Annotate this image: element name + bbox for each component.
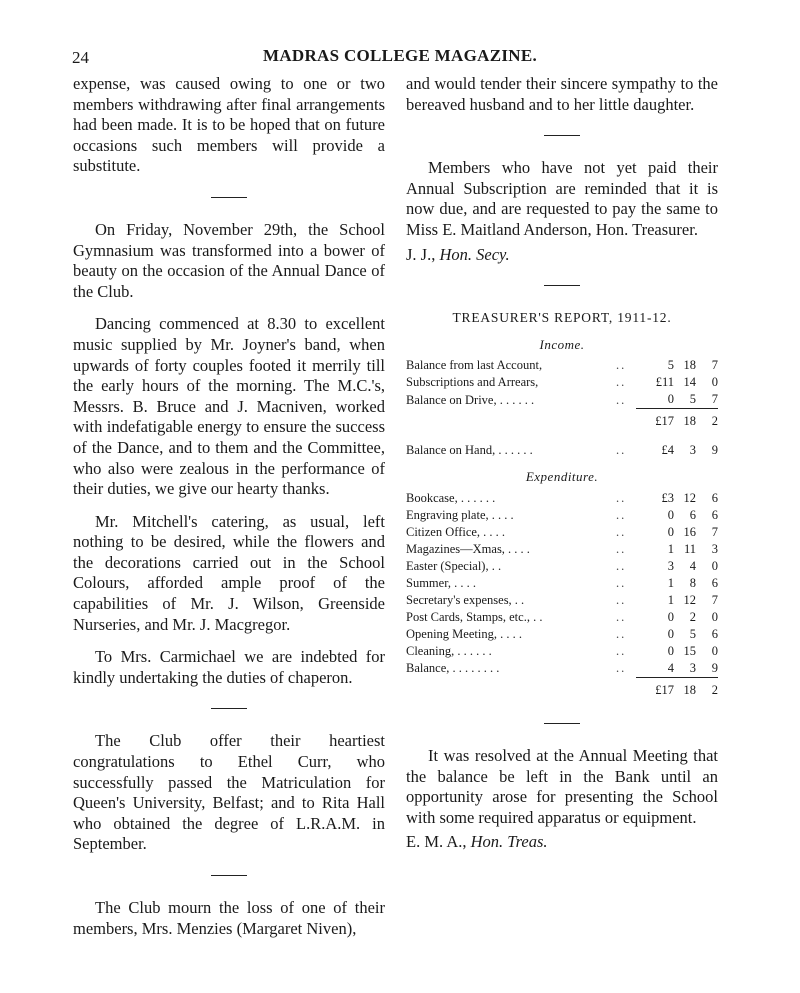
row-pence: 6 <box>711 626 718 641</box>
divider <box>211 875 247 876</box>
right-column <box>406 74 718 853</box>
signature-initials: E. M. A., <box>406 832 467 852</box>
paragraph-subscription: Members who have not yet paid their Annual Subscription are reminded that it is now due, and are requested to pay the same to Miss E. Maitland Anderson, Hon. Treasurer. <box>406 158 718 239</box>
row-pence: 0 <box>711 643 718 658</box>
signature-secretary <box>406 245 718 266</box>
report-title: TREASURER'S REPORT, 1911-12. <box>452 310 672 326</box>
row-dots: .. <box>616 661 627 676</box>
row-label: Summer, . . . . <box>406 575 476 590</box>
row-pence: 0 <box>711 558 718 573</box>
row-label: Subscriptions and Arrears, <box>406 375 539 390</box>
magazine-title: MADRAS COLLEGE MAGAZINE. <box>262 46 538 65</box>
account-row <box>406 391 718 409</box>
account-row <box>406 524 718 541</box>
account-row <box>406 558 718 575</box>
row-shillings: 5 <box>689 626 696 641</box>
expenditure-table <box>406 490 718 699</box>
balance-on-hand-row <box>406 442 718 459</box>
row-pounds: 1 <box>667 592 674 607</box>
row-label: Cleaning, . . . . . . <box>406 643 492 658</box>
account-row <box>406 660 718 678</box>
row-dots: .. <box>616 643 627 658</box>
row-pounds: 0 <box>667 507 674 522</box>
row-dots: .. <box>616 392 627 407</box>
paragraph-dancing: Dancing commenced at 8.30 to excellent music supplied by Mr. Joyner's band, when upwards of forty couples footed it merrily till the early hours of the morning. The M.C.'s, Messrs. B. Bruce and J. Macniven, worked with indefatigable energy to ensure the success of the Dance, and to them and the Committee, who also were zealous in the performance of their duties, we give our hearty thanks. <box>73 314 385 499</box>
signature-treasurer <box>406 832 718 853</box>
row-pounds: 0 <box>667 643 674 658</box>
row-dots: .. <box>616 507 627 522</box>
income-table <box>406 357 718 459</box>
row-pounds: £3 <box>661 490 674 505</box>
row-dots: .. <box>616 541 627 556</box>
row-label: Magazines—Xmas, . . . . <box>406 541 530 556</box>
total-shillings: 18 <box>674 409 696 431</box>
row-label: Balance on Drive, . . . . . . <box>406 392 535 407</box>
row-shillings: 11 <box>683 541 696 556</box>
divider <box>544 135 580 136</box>
total-shillings: 18 <box>674 677 696 699</box>
income-heading: Income. <box>539 336 585 352</box>
row-pounds: 0 <box>667 626 674 641</box>
divider <box>544 723 580 724</box>
row-pence: 9 <box>711 660 718 675</box>
paragraph-resolution: It was resolved at the Annual Meeting that the balance be left in the Bank until an opportunity arose for presenting the School with some required apparatus or equipment. <box>406 745 718 827</box>
row-label: Engraving plate, . . . . <box>406 507 514 522</box>
row-label: Bookcase, . . . . . . <box>406 490 496 505</box>
row-shillings: 12 <box>683 592 696 607</box>
row-pounds: 1 <box>667 541 674 556</box>
row-shillings: 18 <box>683 358 696 373</box>
row-pounds: £11 <box>655 375 674 390</box>
row-dots: .. <box>616 626 627 641</box>
account-row <box>406 592 718 609</box>
row-shillings: 8 <box>689 575 696 590</box>
row-label: Post Cards, Stamps, etc., . . <box>406 609 543 624</box>
row-dots: .. <box>616 609 627 624</box>
row-dots: .. <box>616 592 627 607</box>
expenditure-total-row <box>406 677 718 699</box>
paragraph-congratulations: The Club offer their heartiest congratulations to Ethel Curr, who successfully passed the Matriculation for Queen's University, Belfast; and to Rita Hall who obtained the degree of L.R.A.M. in September. <box>73 731 385 854</box>
row-label: Secretary's expenses, . . <box>406 592 525 607</box>
divider <box>211 708 247 709</box>
row-label: Citizen Office, . . . . <box>406 524 506 539</box>
row-pence: 3 <box>711 541 718 556</box>
signature-initials: J. J., <box>406 244 436 264</box>
row-dots: .. <box>616 524 627 539</box>
account-row <box>406 357 718 374</box>
row-label: Balance, . . . . . . . . <box>406 661 500 676</box>
row-pounds: 0 <box>667 392 674 407</box>
row-pence: 0 <box>711 609 718 624</box>
row-shillings: 4 <box>689 558 696 573</box>
row-pence: 0 <box>711 375 718 390</box>
row-shillings: 12 <box>683 490 696 505</box>
row-shillings: 3 <box>689 660 696 675</box>
account-row <box>406 626 718 643</box>
row-pence: 7 <box>711 358 718 373</box>
row-pounds: 3 <box>667 558 674 573</box>
row-dots: .. <box>616 575 627 590</box>
paragraph-sympathy: and would tender their sincere sympathy to the bereaved husband and to her little daughter. <box>406 74 718 114</box>
row-label: Opening Meeting, . . . . <box>406 626 522 641</box>
paragraph-expense: expense, was caused owing to one or two members withdrawing after final arrangements had been made. It is to be hoped that on future occasions such members will provide a substitute. <box>73 74 385 176</box>
row-dots: .. <box>616 375 627 390</box>
account-row <box>406 575 718 592</box>
row-shillings: 14 <box>683 375 696 390</box>
left-column <box>73 74 385 939</box>
row-pence: 7 <box>711 524 718 539</box>
row-pounds: 0 <box>667 609 674 624</box>
paragraph-chaperon: To Mrs. Carmichael we are indebted for kindly undertaking the duties of chaperon. <box>73 647 385 687</box>
paragraph-dance-announcement: On Friday, November 29th, the School Gymnasium was transformed into a bower of beauty on the occasion of the Annual Dance of the Club. <box>73 219 385 301</box>
account-row <box>406 374 718 391</box>
row-pence: 6 <box>711 507 718 522</box>
total-pounds: £17 <box>636 677 674 699</box>
row-dots: .. <box>616 443 627 458</box>
expenditure-heading: Expenditure. <box>525 469 599 485</box>
paragraph-catering: Mr. Mitchell's catering, as usual, left nothing to be desired, while the flowers and the decorations carried out in the School Colours, afforded ample proof of the capabilities of Mr. J. Wilson, Greenside Nurseries, and Mr. J. Macgregor. <box>73 511 385 634</box>
row-label: Easter (Special), . . <box>406 558 502 573</box>
total-pence: 2 <box>696 677 718 699</box>
row-label: Balance from last Account, <box>406 358 543 373</box>
row-shillings: 2 <box>689 609 696 624</box>
row-pounds: 4 <box>667 660 674 675</box>
account-row <box>406 490 718 507</box>
row-shillings: 3 <box>689 443 696 458</box>
row-pounds: 5 <box>667 358 674 373</box>
account-row <box>406 541 718 558</box>
row-label: Balance on Hand, . . . . . . <box>406 443 533 458</box>
row-shillings: 5 <box>689 392 696 407</box>
row-pence: 6 <box>711 575 718 590</box>
row-pounds: 1 <box>667 575 674 590</box>
account-row <box>406 609 718 626</box>
paragraph-condolence: The Club mourn the loss of one of their members, Mrs. Menzies (Margaret Niven), <box>73 898 385 938</box>
signature-role: Hon. Treas. <box>470 832 548 852</box>
row-pounds: £4 <box>661 443 674 458</box>
row-dots: .. <box>616 490 627 505</box>
income-total-row <box>406 409 718 431</box>
row-shillings: 6 <box>689 507 696 522</box>
row-pence: 7 <box>711 392 718 407</box>
account-row <box>406 643 718 660</box>
row-dots: .. <box>616 558 627 573</box>
account-row <box>406 507 718 524</box>
divider <box>211 197 247 198</box>
page-number: 24 <box>72 48 89 67</box>
row-pence: 9 <box>711 443 718 458</box>
row-dots: .. <box>616 358 627 373</box>
row-shillings: 15 <box>683 643 696 658</box>
total-pounds: £17 <box>636 409 674 431</box>
divider <box>544 285 580 286</box>
signature-role: Hon. Secy. <box>439 244 510 264</box>
row-shillings: 16 <box>683 524 696 539</box>
total-pence: 2 <box>696 409 718 431</box>
row-pence: 7 <box>711 592 718 607</box>
row-pence: 6 <box>711 490 718 505</box>
row-pounds: 0 <box>667 524 674 539</box>
